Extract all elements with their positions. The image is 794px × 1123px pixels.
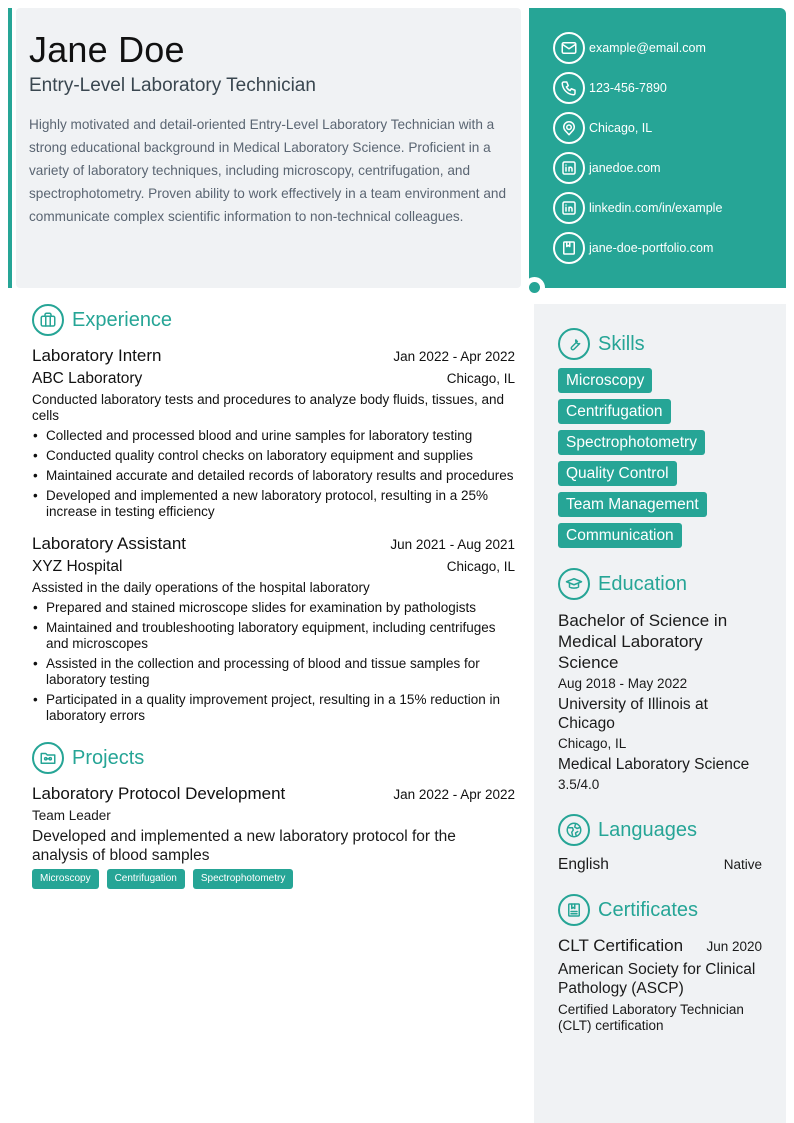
contact-email[interactable] — [553, 32, 786, 64]
language-name: English — [558, 856, 609, 873]
main-column — [32, 304, 515, 889]
experience-heading — [32, 304, 515, 336]
job-bullet: • Maintained accurate and detailed records of laboratory results and procedures — [32, 468, 515, 484]
certificates-title: Certificates — [598, 898, 699, 921]
header-accent-bar — [8, 8, 12, 288]
languages-heading — [558, 814, 762, 846]
linkedin-icon — [553, 192, 585, 224]
contact-linkedin-text: linkedin.com/in/example — [589, 201, 723, 215]
job-bullet: • Developed and implemented a new laboratory protocol, resulting in a 25% increase in testing efficiency — [32, 488, 515, 520]
skill-tag: Microscopy — [558, 368, 652, 393]
job-location: Chicago, IL — [446, 559, 515, 574]
education-title: Education — [598, 572, 687, 595]
project-role: Team Leader — [32, 808, 111, 823]
skill-tag: Quality Control — [558, 461, 677, 486]
projects-heading — [32, 742, 515, 774]
briefcase-icon — [32, 304, 64, 336]
candidate-title: Entry-Level Laboratory Technician — [29, 75, 316, 96]
project-title: Laboratory Protocol Development — [32, 784, 286, 803]
cert-name: CLT Certification — [558, 936, 684, 955]
contact-location[interactable] — [553, 112, 786, 144]
edu-location: Chicago, IL — [558, 736, 627, 751]
contact-panel — [529, 8, 786, 288]
edu-gpa: 3.5/4.0 — [558, 777, 600, 792]
job-bullet: • Conducted quality control checks on laboratory equipment and supplies — [32, 448, 515, 464]
contact-website-text: janedoe.com — [589, 161, 661, 175]
cert-org: American Society for Clinical Pathology (ASCP) — [558, 961, 756, 997]
job-bullet: • Collected and processed blood and urine samples for laboratory testing — [32, 428, 515, 444]
skill-tag: Centrifugation — [558, 399, 671, 424]
skills-list — [558, 368, 762, 548]
job-org: ABC Laboratory — [32, 370, 143, 387]
contact-phone-text: 123-456-7890 — [589, 81, 667, 95]
project-folder-icon — [32, 742, 64, 774]
edu-date: Aug 2018 - May 2022 — [558, 676, 688, 691]
project-tag: Spectrophotometry — [193, 869, 294, 889]
email-icon — [553, 32, 585, 64]
language-level: Native — [723, 857, 762, 872]
skills-heading — [558, 328, 762, 360]
skill-tag: Spectrophotometry — [558, 430, 705, 455]
project-tag: Centrifugation — [107, 869, 185, 889]
contact-portfolio-text: jane-doe-portfolio.com — [589, 241, 714, 255]
linkedin-icon — [553, 152, 585, 184]
experience-entry — [32, 534, 515, 724]
job-org: XYZ Hospital — [32, 558, 123, 575]
projects-title: Projects — [72, 746, 145, 769]
job-bullet: • Maintained and troubleshooting laboratory equipment, including centrifuges and microscopes — [32, 620, 515, 652]
contact-portfolio[interactable] — [553, 232, 786, 264]
edu-degree: Bachelor of Science in Medical Laboratory Science — [558, 611, 728, 672]
resume-header — [16, 8, 521, 288]
job-date: Jan 2022 - Apr 2022 — [393, 349, 515, 364]
job-title: Laboratory Assistant — [32, 534, 187, 553]
location-pin-icon — [553, 112, 585, 144]
job-title: Laboratory Intern — [32, 346, 162, 365]
project-description: Developed and implemented a new laboratory protocol for the analysis of blood samples — [32, 828, 456, 864]
certificate-icon — [558, 894, 590, 926]
contact-website[interactable] — [553, 152, 786, 184]
job-bullet: • Assisted in the collection and processing of blood and tissue samples for laboratory testing — [32, 656, 515, 688]
experience-entry — [32, 346, 515, 520]
skills-title: Skills — [598, 332, 645, 355]
edu-university: University of Illinois at Chicago — [558, 696, 708, 732]
phone-icon — [553, 72, 585, 104]
job-description: Assisted in the daily operations of the hospital laboratory — [32, 580, 370, 595]
globe-icon — [558, 814, 590, 846]
cert-description: Certified Laboratory Technician (CLT) certification — [558, 1002, 744, 1033]
education-entry — [558, 610, 762, 794]
project-entry — [32, 784, 515, 889]
project-tag: Microscopy — [32, 869, 99, 889]
contact-email-text: example@email.com — [589, 41, 706, 55]
certificate-entry — [558, 936, 762, 1034]
skill-tag: Team Management — [558, 492, 707, 517]
contact-location-text: Chicago, IL — [589, 121, 653, 135]
job-date: Jun 2021 - Aug 2021 — [390, 537, 515, 552]
experience-title: Experience — [72, 308, 173, 331]
project-date: Jan 2022 - Apr 2022 — [393, 787, 515, 802]
contact-phone[interactable] — [553, 72, 786, 104]
cert-date: Jun 2020 — [706, 939, 762, 954]
languages-title: Languages — [598, 818, 697, 841]
education-heading — [558, 568, 762, 600]
candidate-name: Jane Doe — [29, 29, 185, 70]
job-description: Conducted laboratory tests and procedures to analyze body fluids, tissues, and cells — [32, 392, 505, 423]
edu-field: Medical Laboratory Science — [558, 756, 750, 773]
wrench-icon — [558, 328, 590, 360]
job-bullet: • Participated in a quality improvement project, resulting in a 15% reduction in laboratory errors — [32, 692, 515, 724]
contact-linkedin[interactable] — [553, 192, 786, 224]
job-bullets — [32, 428, 515, 520]
portfolio-book-icon — [553, 232, 585, 264]
summary-text: Highly motivated and detail-oriented Entry-Level Laboratory Technician with a strong educational background in Medical Laboratory Science. Proficient in a variety of laboratory techniques, including microscopy, centrifugation, and spectrophotometry. Proven ability to work effectively in a team environment and communicate complex scientific information to non-technical colleagues. — [29, 117, 507, 224]
sidebar — [534, 304, 786, 1123]
skill-tag: Communication — [558, 523, 682, 548]
language-entry — [558, 856, 762, 874]
project-tags — [32, 869, 515, 889]
decorative-dot — [529, 282, 540, 293]
certificates-heading — [558, 894, 762, 926]
graduation-cap-icon — [558, 568, 590, 600]
job-bullet: • Prepared and stained microscope slides for examination by pathologists — [32, 600, 515, 616]
job-location: Chicago, IL — [446, 371, 515, 386]
job-bullets — [32, 600, 515, 724]
